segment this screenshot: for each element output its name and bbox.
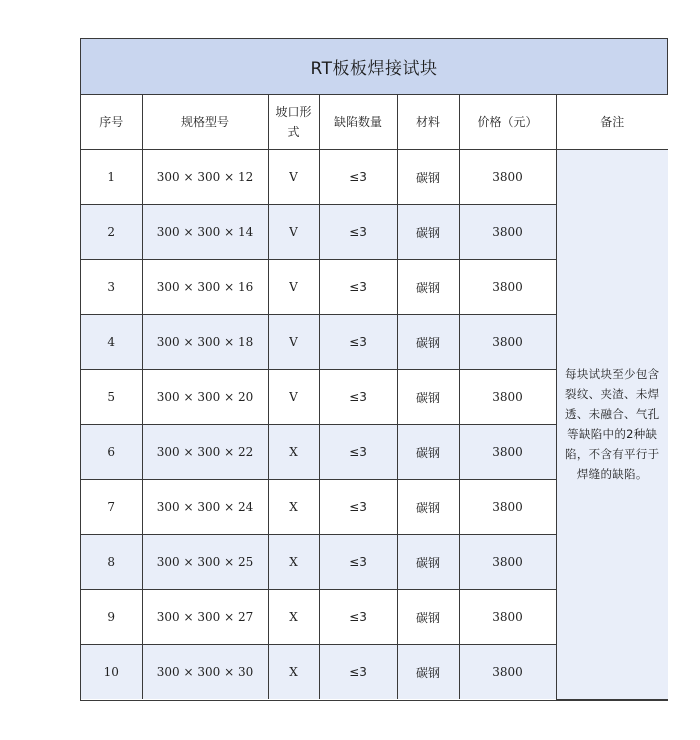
cell-material: 碳钢 (397, 260, 459, 315)
header-note: 备注 (556, 95, 668, 150)
cell-groove: V (268, 150, 319, 205)
cell-no: 9 (81, 590, 142, 645)
cell-defects: ≤3 (319, 645, 397, 700)
cell-price: 3800 (459, 150, 556, 205)
cell-price: 3800 (459, 590, 556, 645)
cell-material: 碳钢 (397, 150, 459, 205)
cell-spec: 300 × 300 × 25 (142, 535, 268, 590)
cell-spec: 300 × 300 × 30 (142, 645, 268, 700)
cell-groove: X (268, 645, 319, 700)
table-row (81, 150, 668, 205)
cell-defects: ≤3 (319, 260, 397, 315)
header-material: 材料 (397, 95, 459, 150)
cell-spec: 300 × 300 × 22 (142, 425, 268, 480)
cell-price: 3800 (459, 370, 556, 425)
cell-no: 5 (81, 370, 142, 425)
cell-material: 碳钢 (397, 535, 459, 590)
cell-groove: X (268, 590, 319, 645)
cell-price: 3800 (459, 205, 556, 260)
cell-no: 6 (81, 425, 142, 480)
cell-no: 4 (81, 315, 142, 370)
cell-defects: ≤3 (319, 370, 397, 425)
cell-groove: X (268, 480, 319, 535)
cell-price: 3800 (459, 645, 556, 700)
cell-spec: 300 × 300 × 14 (142, 205, 268, 260)
cell-spec: 300 × 300 × 12 (142, 150, 268, 205)
cell-spec: 300 × 300 × 27 (142, 590, 268, 645)
cell-groove: V (268, 205, 319, 260)
header-groove: 坡口形式 (268, 95, 319, 150)
cell-material: 碳钢 (397, 315, 459, 370)
cell-material: 碳钢 (397, 205, 459, 260)
cell-defects: ≤3 (319, 315, 397, 370)
cell-spec: 300 × 300 × 20 (142, 370, 268, 425)
cell-spec: 300 × 300 × 24 (142, 480, 268, 535)
cell-no: 7 (81, 480, 142, 535)
cell-no: 8 (81, 535, 142, 590)
cell-price: 3800 (459, 425, 556, 480)
header-spec: 规格型号 (142, 95, 268, 150)
cell-no: 2 (81, 205, 142, 260)
note-cell: 每块试块至少包含裂纹、夹渣、未焊透、未融合、气孔等缺陷中的2种缺陷，不含有平行于焊缝的缺陷。 (556, 150, 668, 700)
cell-defects: ≤3 (319, 425, 397, 480)
header-row (81, 95, 668, 150)
product-table-sheet (80, 38, 668, 701)
cell-spec: 300 × 300 × 18 (142, 315, 268, 370)
cell-defects: ≤3 (319, 590, 397, 645)
cell-material: 碳钢 (397, 480, 459, 535)
header-price: 价格（元） (459, 95, 556, 150)
cell-groove: V (268, 315, 319, 370)
cell-defects: ≤3 (319, 480, 397, 535)
cell-defects: ≤3 (319, 205, 397, 260)
cell-price: 3800 (459, 480, 556, 535)
cell-price: 3800 (459, 535, 556, 590)
spec-table (81, 95, 668, 700)
header-no: 序号 (81, 95, 142, 150)
cell-defects: ≤3 (319, 150, 397, 205)
header-defects: 缺陷数量 (319, 95, 397, 150)
cell-price: 3800 (459, 315, 556, 370)
cell-price: 3800 (459, 260, 556, 315)
table-title: RT板板焊接试块 (81, 39, 667, 95)
cell-spec: 300 × 300 × 16 (142, 260, 268, 315)
cell-groove: X (268, 535, 319, 590)
cell-no: 1 (81, 150, 142, 205)
cell-no: 3 (81, 260, 142, 315)
cell-groove: V (268, 260, 319, 315)
cell-groove: V (268, 370, 319, 425)
cell-material: 碳钢 (397, 370, 459, 425)
cell-no: 10 (81, 645, 142, 700)
cell-material: 碳钢 (397, 425, 459, 480)
cell-material: 碳钢 (397, 645, 459, 700)
cell-defects: ≤3 (319, 535, 397, 590)
cell-groove: X (268, 425, 319, 480)
cell-material: 碳钢 (397, 590, 459, 645)
